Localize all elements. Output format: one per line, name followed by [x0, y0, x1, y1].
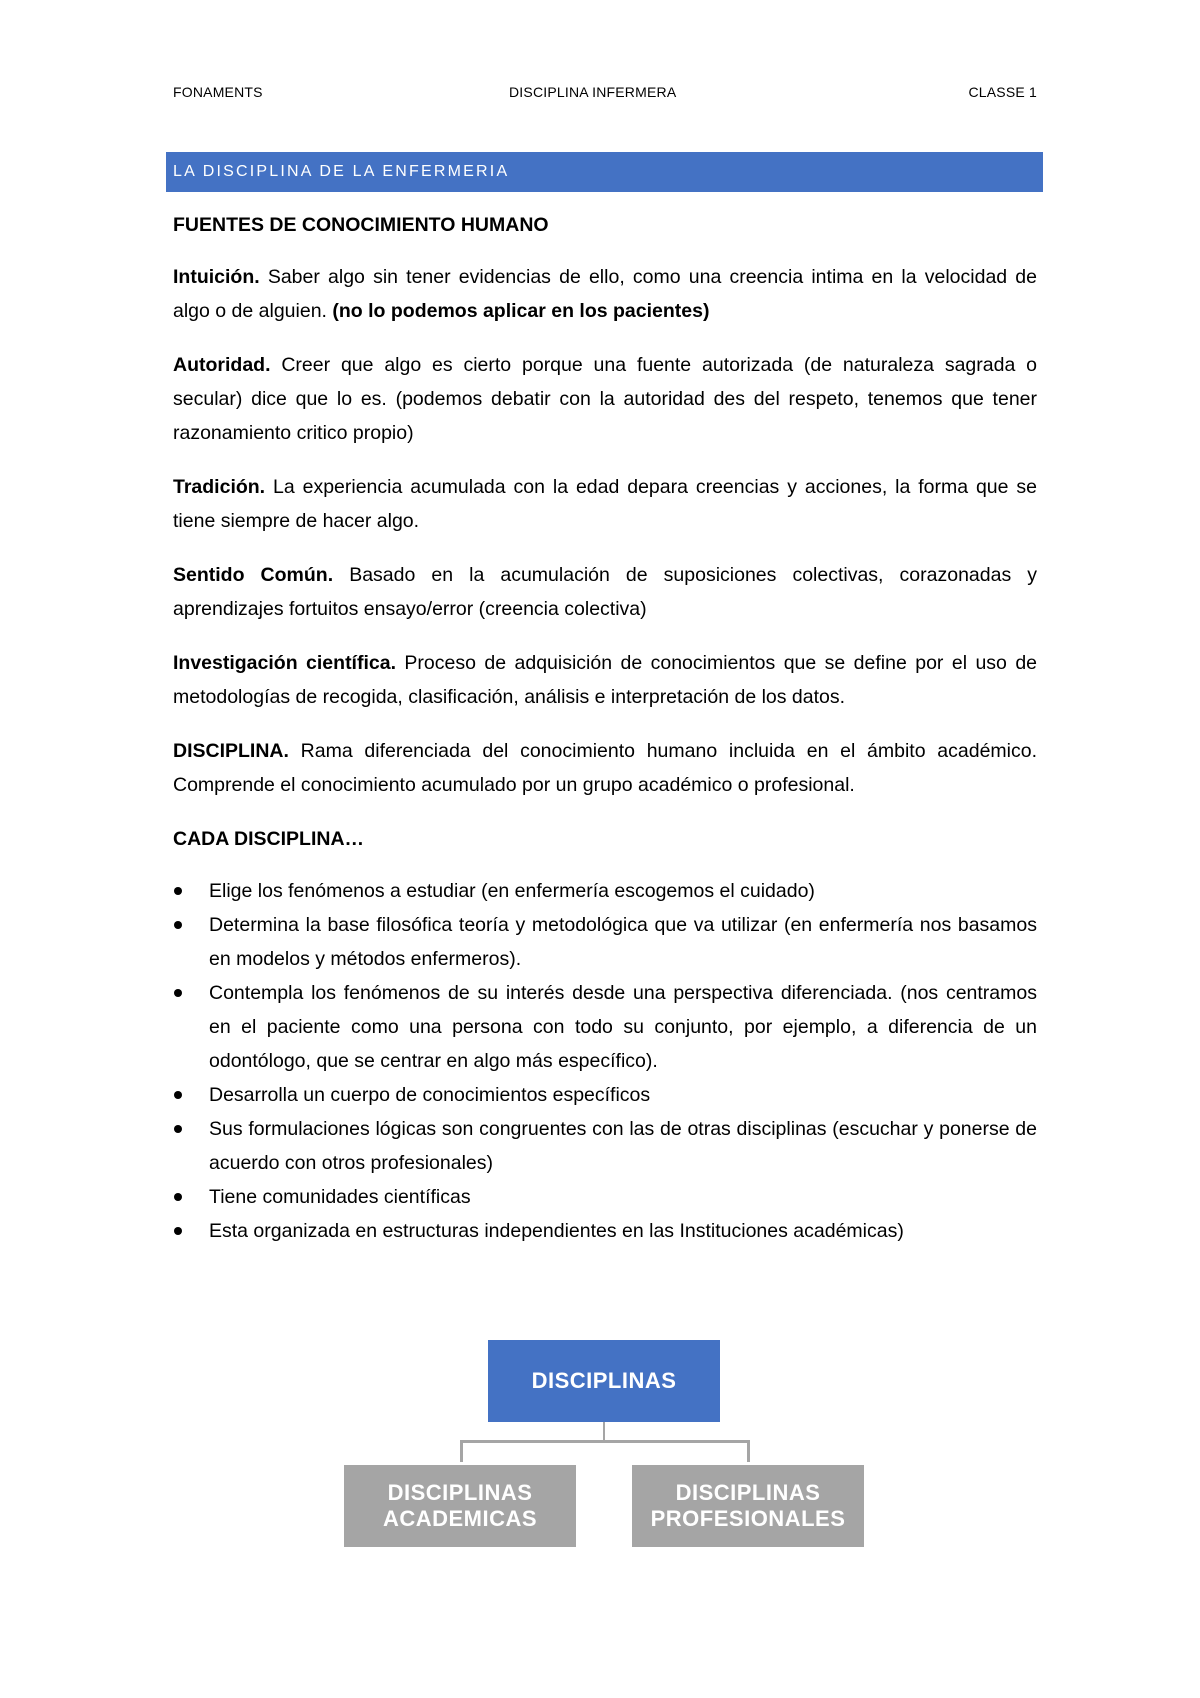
note-intuicion: (no lo podemos aplicar en los pacientes) — [332, 300, 710, 322]
term-autoridad: Autoridad. — [173, 354, 271, 376]
term-tradicion: Tradición. — [173, 476, 266, 498]
page-header — [173, 84, 1037, 106]
diagram-root-node: DISCIPLINAS — [488, 1340, 720, 1422]
bullet-item: Esta organizada en estructuras independientes en las Instituciones académicas) — [173, 1214, 1037, 1248]
header-right: CLASSE 1 — [968, 84, 1037, 100]
connector-crossbar — [460, 1440, 750, 1443]
paragraph-tradicion — [173, 470, 1037, 538]
header-center: DISCIPLINA INFERMERA — [509, 84, 677, 100]
text-intuicion: Saber algo sin tener evidencias de ello, como una creencia intima en la velocidad de algo o de alguien. — [173, 266, 1037, 322]
text-sentido-comun: Basado en la acumulación de suposiciones colectivas, corazonadas y aprendizajes fortuitos ensayo/error (creencia colectiva) — [173, 564, 1038, 620]
text-autoridad: Creer que algo es cierto porque una fuente autorizada (de naturaleza sagrada o secular) dice que lo es. (podemos debatir con la autoridad des del respeto, tenemos que tener razonamiento critico propio) — [173, 354, 1037, 444]
diagram-child-node-profesionales: DISCIPLINAS PROFESIONALES — [632, 1465, 864, 1547]
connector-stem — [603, 1422, 605, 1442]
term-investigacion: Investigación científica. — [173, 652, 396, 674]
term-sentido-comun: Sentido Común. — [173, 564, 334, 586]
term-disciplina: DISCIPLINA. — [173, 740, 289, 762]
hierarchy-diagram — [0, 1340, 1200, 1550]
connector-left-drop — [460, 1440, 463, 1462]
bullet-item: Contempla los fenómenos de su interés desde una perspectiva diferenciada. (nos centramos en el paciente como una persona con todo su conjunto, por ejemplo, a diferencia de un odontólogo, que se centrar en algo más específico). — [173, 976, 1037, 1078]
section-title-banner: LA DISCIPLINA DE LA ENFERMERIA — [166, 152, 1043, 192]
paragraph-autoridad — [173, 348, 1037, 450]
bullet-list — [173, 874, 1037, 1248]
term-intuicion: Intuición. — [173, 266, 260, 288]
bullet-item: Sus formulaciones lógicas son congruentes con las de otras disciplinas (escuchar y ponerse de acuerdo con otros profesionales) — [173, 1112, 1037, 1180]
paragraph-sentido-comun — [173, 558, 1037, 626]
bullet-item: Tiene comunidades científicas — [173, 1180, 1037, 1214]
text-disciplina: Rama diferenciada del conocimiento humano incluida en el ámbito académico. Comprende el conocimiento acumulado por un grupo académico o profesional. — [173, 740, 1037, 796]
main-heading: FUENTES DE CONOCIMIENTO HUMANO — [173, 214, 549, 236]
text-investigacion: Proceso de adquisición de conocimientos que se define por el uso de metodologías de recogida, clasificación, análisis e interpretación de los datos. — [173, 652, 1038, 708]
bullet-item: Determina la base filosófica teoría y metodológica que va utilizar (en enfermería nos basamos en modelos y métodos enfermeros). — [173, 908, 1037, 976]
paragraph-investigacion — [173, 646, 1037, 714]
list-heading: CADA DISCIPLINA… — [173, 828, 365, 850]
text-tradicion: La experiencia acumulada con la edad depara creencias y acciones, la forma que se tiene siempre de hacer algo. — [173, 476, 1037, 532]
document-body — [173, 208, 1037, 1248]
diagram-child-node-academicas: DISCIPLINAS ACADEMICAS — [344, 1465, 576, 1547]
connector-right-drop — [747, 1440, 750, 1462]
paragraph-disciplina — [173, 734, 1037, 802]
header-left: FONAMENTS — [173, 84, 263, 100]
bullet-item: Desarrolla un cuerpo de conocimientos específicos — [173, 1078, 1037, 1112]
paragraph-intuicion — [173, 260, 1037, 328]
bullet-item: Elige los fenómenos a estudiar (en enfermería escogemos el cuidado) — [173, 874, 1037, 908]
